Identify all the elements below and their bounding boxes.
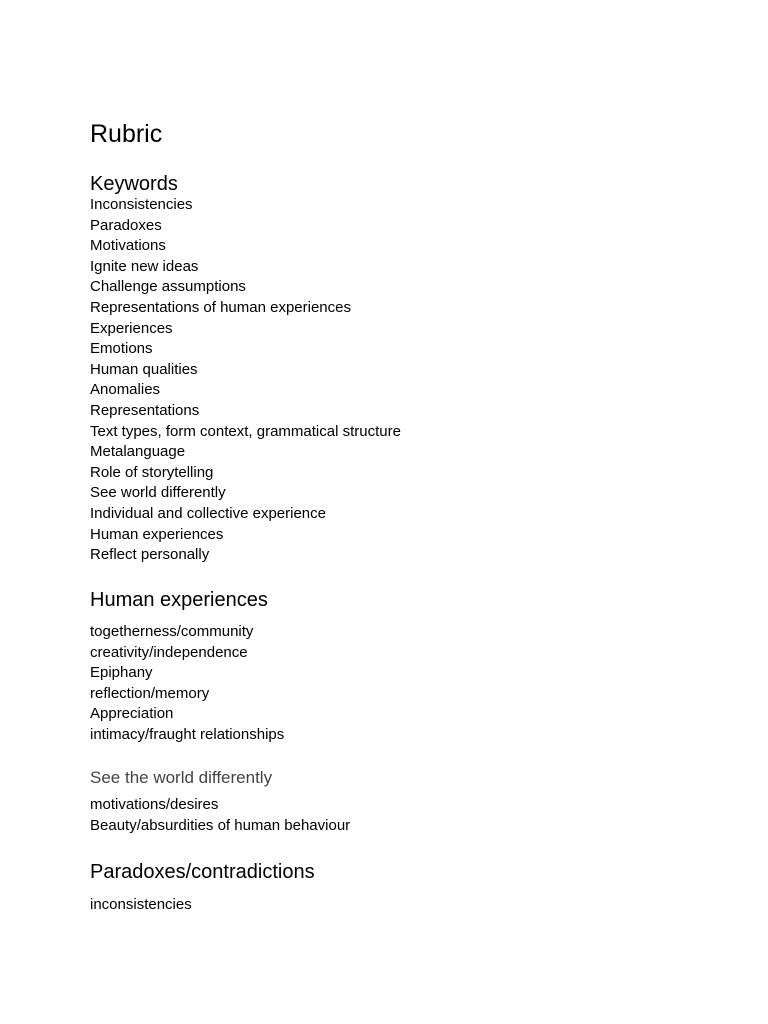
list-item: Anomalies (90, 381, 161, 399)
list-item: Representations of human experiences (90, 298, 351, 316)
list-item: Human qualities (90, 360, 198, 378)
list-item: inconsistencies (90, 896, 192, 913)
list-item: Text types, form context, grammatical structure (90, 422, 401, 440)
list-item: intimacy/fraught relationships (90, 725, 285, 743)
list-item: See world differently (90, 484, 226, 502)
list-item: Reflect personally (90, 546, 210, 564)
list-item: Experiences (90, 319, 173, 337)
document-title: Rubric (90, 120, 163, 148)
list-item: creativity/independence (90, 643, 248, 661)
human-experiences-heading: Human experiences (90, 589, 268, 611)
list-item: Role of storytelling (90, 463, 214, 481)
list-item: reflection/memory (90, 684, 210, 702)
list-item: Challenge assumptions (90, 278, 246, 296)
keywords-list (90, 195, 401, 566)
see-world-differently-list (90, 795, 350, 836)
human-experiences-list (90, 622, 284, 746)
list-item: Appreciation (90, 705, 174, 723)
list-item: Beauty/absurdities of human behaviour (90, 816, 351, 834)
keywords-heading: Keywords (90, 173, 178, 195)
list-item: motivations/desires (90, 796, 219, 813)
see-world-differently-heading: See the world differently (90, 768, 273, 787)
list-item: Individual and collective experience (90, 504, 326, 522)
list-item: Ignite new ideas (90, 257, 199, 275)
list-item: Metalanguage (90, 443, 186, 461)
list-item: Emotions (90, 340, 153, 358)
list-item: Representations (90, 401, 200, 419)
list-item: Human experiences (90, 525, 224, 543)
list-item: Motivations (90, 237, 166, 255)
paradoxes-heading: Paradoxes/contradictions (90, 861, 315, 883)
list-item: Epiphany (90, 664, 153, 682)
list-item: Inconsistencies (90, 196, 193, 213)
list-item: togetherness/community (90, 623, 254, 640)
list-item: Paradoxes (90, 216, 162, 234)
paradoxes-list (90, 895, 192, 916)
